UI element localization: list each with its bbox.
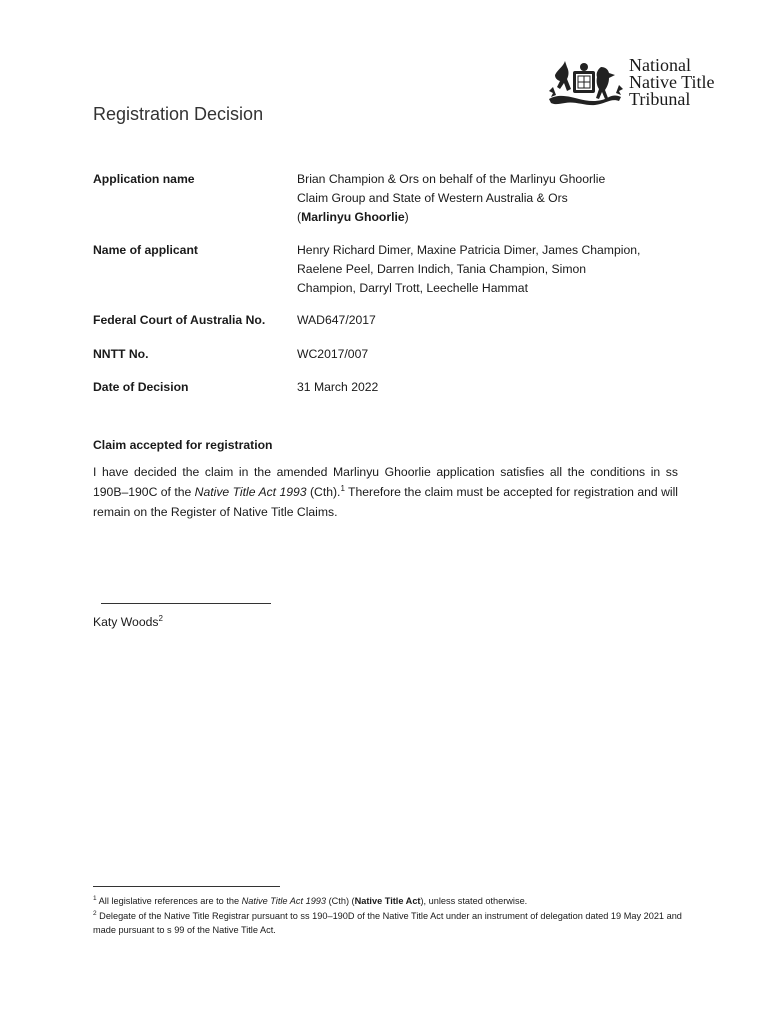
field-name-of-applicant: [93, 241, 693, 301]
org-line: Tribunal: [629, 89, 691, 109]
footnote-1: [93, 894, 683, 908]
footnote-text: ), unless stated otherwise.: [420, 896, 528, 906]
para-text: (Cth).: [306, 485, 341, 499]
field-label: NNTT No.: [93, 347, 149, 361]
field-value: [297, 241, 687, 298]
short-name: Marlinyu Ghoorlie: [301, 210, 405, 224]
field-date-of-decision: [93, 378, 693, 398]
field-label: Federal Court of Australia No.: [93, 313, 266, 327]
value-line: Henry Richard Dimer, Maxine Patricia Dimer, James Champion,: [297, 243, 641, 257]
value-line: Brian Champion & Ors on behalf of the Marlinyu Ghoorlie: [297, 172, 606, 186]
decision-heading: Claim accepted for registration: [93, 438, 273, 452]
field-label: Application name: [93, 172, 195, 186]
field-application-name: [93, 170, 693, 230]
footnote-text-italic: Native Title Act 1993: [241, 896, 327, 906]
paren-open: (: [297, 210, 302, 224]
value-line-short-name: [297, 208, 687, 227]
page-title: Registration Decision: [93, 104, 264, 124]
footnote-2: [93, 909, 683, 937]
field-label: Date of Decision: [93, 380, 189, 394]
coat-of-arms-icon: [545, 57, 627, 113]
value-line: Champion, Darryl Trott, Leechelle Hammat: [297, 281, 528, 295]
paren-close: ): [404, 210, 409, 224]
signature-line: [101, 603, 271, 604]
value-line: Claim Group and State of Western Australia & Ors: [297, 191, 568, 205]
act-title: Native Title Act 1993: [194, 485, 307, 499]
signer-name: Katy Woods: [93, 615, 159, 629]
footnote-ref-2[interactable]: 2: [158, 613, 163, 623]
org-line: National: [629, 55, 691, 75]
field-nntt-no: [93, 345, 693, 365]
field-label: Name of applicant: [93, 243, 198, 257]
para-text: Therefore the claim must be accepted for registration and will remain on the Register of Native Title Claims.: [93, 485, 678, 519]
footnote-separator: [93, 886, 280, 887]
nntt-logo: [545, 57, 745, 115]
footnotes: [93, 894, 683, 938]
field-value: [297, 170, 687, 227]
org-line: Native Title: [629, 72, 715, 92]
decision-paragraph: [93, 462, 678, 522]
footnote-text: (Cth) (: [326, 896, 355, 906]
field-value: 31 March 2022: [297, 380, 379, 394]
footnote-ref-1[interactable]: 1: [340, 483, 345, 493]
para-text: I have decided the claim in the amended Marlinyu Ghoorlie application satisfies all the conditions in ss 190B–190C of the: [93, 465, 678, 499]
value-line: Raelene Peel, Darren Indich, Tania Champion, Simon: [297, 262, 587, 276]
footnote-text: All legislative references are to the: [96, 896, 242, 906]
field-value: WAD647/2017: [297, 313, 376, 327]
footnote-mark: 1: [93, 894, 97, 902]
signer: [93, 615, 163, 629]
footnote-text: Delegate of the Native Title Registrar pursuant to ss 190–190D of the Native Title Act under an instrument of delegation dated 19 May 2021 and made pursuant to s 99 of the Native Title Act.: [93, 911, 682, 935]
field-value: WC2017/007: [297, 347, 369, 361]
organisation-name: [629, 57, 715, 108]
footnote-text-bold: Native Title Act: [354, 896, 421, 906]
footnote-mark: 2: [93, 909, 97, 917]
field-federal-court-no: [93, 311, 693, 331]
